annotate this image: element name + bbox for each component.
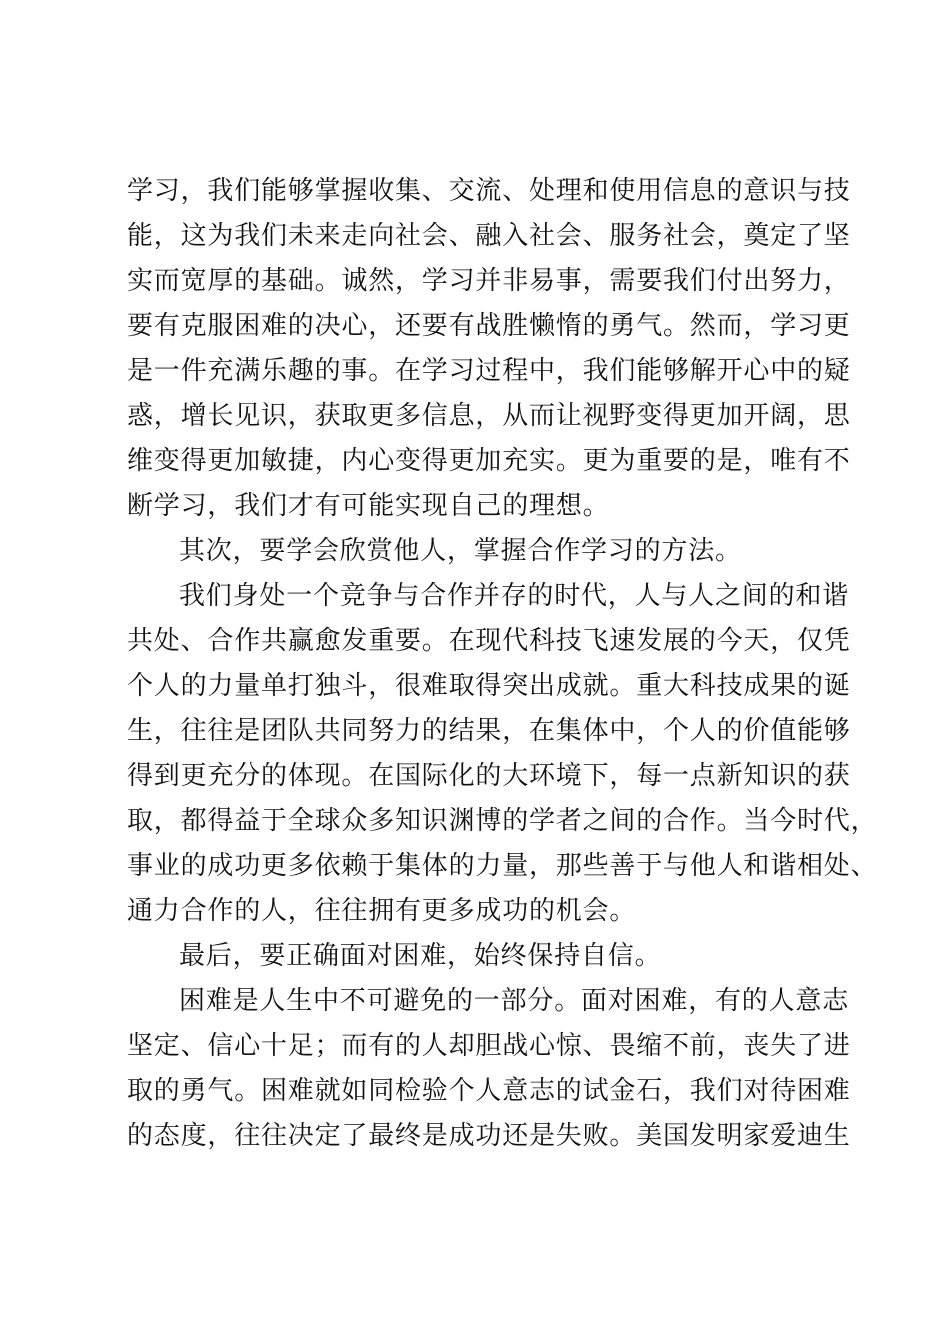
text-line: 断学习，我们才有可能实现自己的理想。 [127, 491, 610, 521]
paragraph-start-line: 我们身处一个竞争与合作并存的时代，人与人之间的和谐 [179, 581, 850, 611]
body-text [127, 169, 878, 1159]
text-line: 坚定、信心十足；而有的人却胆战心惊、畏缩不前，丧失了进 [127, 1031, 851, 1061]
text-line: 要有克服困难的决心，还要有战胜懒惰的勇气。然而，学习更 [127, 311, 851, 341]
section-heading-second: 其次，要学会欣赏他人，掌握合作学习的方法。 [179, 536, 742, 566]
text-line: 能，这为我们未来走向社会、融入社会、服务社会，奠定了坚 [127, 221, 851, 251]
text-line: 取，都得益于全球众多知识渊博的学者之间的合作。当今时代， [127, 806, 878, 836]
text-line: 学习，我们能够掌握收集、交流、处理和使用信息的意识与技 [127, 176, 851, 206]
text-line: 通力合作的人，往往拥有更多成功的机会。 [127, 896, 637, 926]
paragraph-start-line: 困难是人生中不可避免的一部分。面对困难，有的人意志 [179, 986, 850, 1016]
text-line: 是一件充满乐趣的事。在学习过程中，我们能够解开心中的疑 [127, 356, 851, 386]
text-line: 的态度，往往决定了最终是成功还是失败。美国发明家爱迪生 [127, 1121, 851, 1151]
text-line: 取的勇气。困难就如同检验个人意志的试金石，我们对待困难 [127, 1076, 851, 1106]
section-heading-last: 最后，要正确面对困难，始终保持自信。 [179, 941, 662, 971]
text-line: 维变得更加敏捷，内心变得更加充实。更为重要的是，唯有不 [127, 446, 851, 476]
text-line: 得到更充分的体现。在国际化的大环境下，每一点新知识的获 [127, 761, 851, 791]
text-line: 惑，增长见识，获取更多信息，从而让视野变得更加开阔，思 [127, 401, 851, 431]
text-line: 生，往往是团队共同努力的结果，在集体中，个人的价值能够 [127, 716, 851, 746]
text-line: 实而宽厚的基础。诚然，学习并非易事，需要我们付出努力， [127, 266, 851, 296]
text-line: 共处、合作共赢愈发重要。在现代科技飞速发展的今天，仅凭 [127, 626, 851, 656]
text-line: 个人的力量单打独斗，很难取得突出成就。重大科技成果的诞 [127, 671, 851, 701]
text-line: 事业的成功更多依赖于集体的力量，那些善于与他人和谐相处、 [127, 851, 878, 881]
